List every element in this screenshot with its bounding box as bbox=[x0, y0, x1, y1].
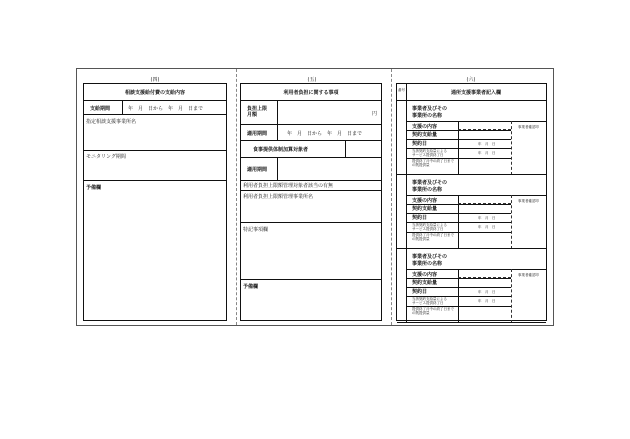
provider-end-label-3: 提供終了月中の終了日まで bbox=[412, 159, 454, 163]
provider-contract-date-label: 契約日 bbox=[412, 289, 428, 295]
panel4-monitoring-row bbox=[84, 151, 226, 181]
panel6-title: 通所支援事業者記入欄 bbox=[450, 90, 501, 96]
provider-end-label-3: 提供終了月中の終了日まで bbox=[412, 307, 454, 311]
panel5-yen: 円 bbox=[371, 111, 377, 117]
provider-block bbox=[406, 249, 546, 323]
panel5-limit-row bbox=[241, 101, 381, 125]
provider-end-label-2: サービス提供終了日 bbox=[412, 153, 444, 157]
panel6-number-label: 番号 bbox=[398, 88, 405, 92]
provider-end-date-value: 年 月 日 bbox=[478, 225, 496, 229]
fold-line-right bbox=[391, 69, 392, 325]
provider-office-line2: 事業所の名称 bbox=[412, 261, 443, 267]
panel5-meal-label: 食事提供体制加算対象者 bbox=[253, 147, 309, 153]
provider-end-date-value: 年 月 日 bbox=[478, 151, 496, 155]
panel5-period-label: 適用期間 bbox=[247, 131, 268, 137]
provider-confirm-label: 事業者確認印 bbox=[518, 273, 539, 277]
panel-support-payment bbox=[83, 83, 227, 321]
provider-support-content: 支援の内容 bbox=[412, 198, 438, 204]
section-four-label: (四) bbox=[150, 77, 160, 83]
provider-end-label-3: 提供終了月中の終了日まで bbox=[412, 233, 454, 237]
provider-contract-date-label: 契約日 bbox=[412, 141, 428, 147]
provider-office-line1: 事業者及びその bbox=[412, 254, 448, 260]
panel4-designated-label: 指定相談支援事業所名 bbox=[86, 119, 137, 125]
provider-contract-date-value: 年 月 日 bbox=[478, 290, 496, 294]
provider-end-label-2: サービス提供終了日 bbox=[412, 227, 444, 231]
panel4-designated-row bbox=[84, 115, 226, 151]
provider-office-line2: 事業所の名称 bbox=[412, 187, 443, 193]
provider-end-label-1: 当該契約支給量による bbox=[412, 223, 447, 227]
panel6-title-row bbox=[397, 84, 546, 101]
provider-office-line1: 事業者及びその bbox=[412, 180, 448, 186]
provider-office-line2: 事業所の名称 bbox=[412, 113, 443, 119]
provider-end-label-4: の既提供量 bbox=[412, 163, 430, 167]
provider-block bbox=[406, 175, 546, 249]
panel-provider-entries bbox=[396, 83, 547, 321]
fold-line-left bbox=[236, 69, 237, 325]
provider-contract-date-value: 年 月 日 bbox=[478, 142, 496, 146]
provider-office-line1: 事業者及びその bbox=[412, 106, 448, 112]
panel5-mgmt-target-row bbox=[241, 181, 381, 191]
panel4-period-label: 支給期間 bbox=[90, 106, 111, 112]
panel4-monitoring-label: モニタリング期間 bbox=[86, 154, 126, 160]
panel5-period2-row bbox=[241, 158, 381, 181]
provider-end-label-2: サービス提供終了日 bbox=[412, 301, 444, 305]
panel5-period-row bbox=[241, 125, 381, 141]
provider-end-date-value: 年 月 日 bbox=[478, 299, 496, 303]
provider-support-content: 支援の内容 bbox=[412, 272, 438, 278]
panel5-mgmt-office-row bbox=[241, 191, 381, 223]
provider-end-label-1: 当該契約支給量による bbox=[412, 297, 447, 301]
panel4-title-row bbox=[84, 84, 226, 101]
panel4-period-value: 年 月 日から 年 月 日まで bbox=[128, 106, 204, 112]
provider-support-content: 支援の内容 bbox=[412, 124, 438, 130]
panel-user-burden bbox=[240, 83, 382, 321]
section-six-label: (六) bbox=[466, 77, 476, 83]
panel5-notes-label: 予備欄 bbox=[243, 284, 259, 290]
provider-confirm-label: 事業者確認印 bbox=[518, 199, 539, 203]
panel4-notes-label: 予備欄 bbox=[86, 185, 102, 191]
panel5-title: 利用者負担に関する事項 bbox=[283, 90, 339, 96]
panel5-title-row bbox=[241, 84, 381, 101]
panel5-period2-label: 適用期間 bbox=[247, 167, 268, 173]
panel5-period-value: 年 月 日から 年 月 日まで bbox=[287, 131, 363, 137]
provider-contract-amount: 契約支給量 bbox=[412, 280, 438, 286]
provider-end-label-1: 当該契約支給量による bbox=[412, 149, 447, 153]
panel5-meal-row bbox=[241, 141, 381, 158]
provider-end-label-4: の既提供量 bbox=[412, 237, 430, 241]
panel5-mgmt-target-label: 利用者負担上限額管理対象者該当の有無 bbox=[243, 183, 334, 189]
provider-end-label-4: の既提供量 bbox=[412, 311, 430, 315]
panel5-special-row bbox=[241, 223, 381, 280]
provider-contract-amount: 契約支給量 bbox=[412, 206, 438, 212]
provider-contract-date-label: 契約日 bbox=[412, 215, 428, 221]
panel5-limit-label: 負担上限月額 bbox=[247, 106, 268, 118]
panel5-special-label: 特記事項欄 bbox=[243, 227, 269, 233]
panel4-period-row bbox=[84, 101, 226, 115]
section-five-label: (五) bbox=[307, 77, 317, 83]
provider-block bbox=[406, 101, 546, 175]
provider-confirm-label: 事業者確認印 bbox=[518, 125, 539, 129]
panel4-title: 相談支援給付費の支給内容 bbox=[124, 90, 185, 96]
provider-contract-date-value: 年 月 日 bbox=[478, 216, 496, 220]
provider-contract-amount: 契約支給量 bbox=[412, 132, 438, 138]
panel5-mgmt-office-label: 利用者負担上限額管理事業所名 bbox=[243, 194, 314, 200]
